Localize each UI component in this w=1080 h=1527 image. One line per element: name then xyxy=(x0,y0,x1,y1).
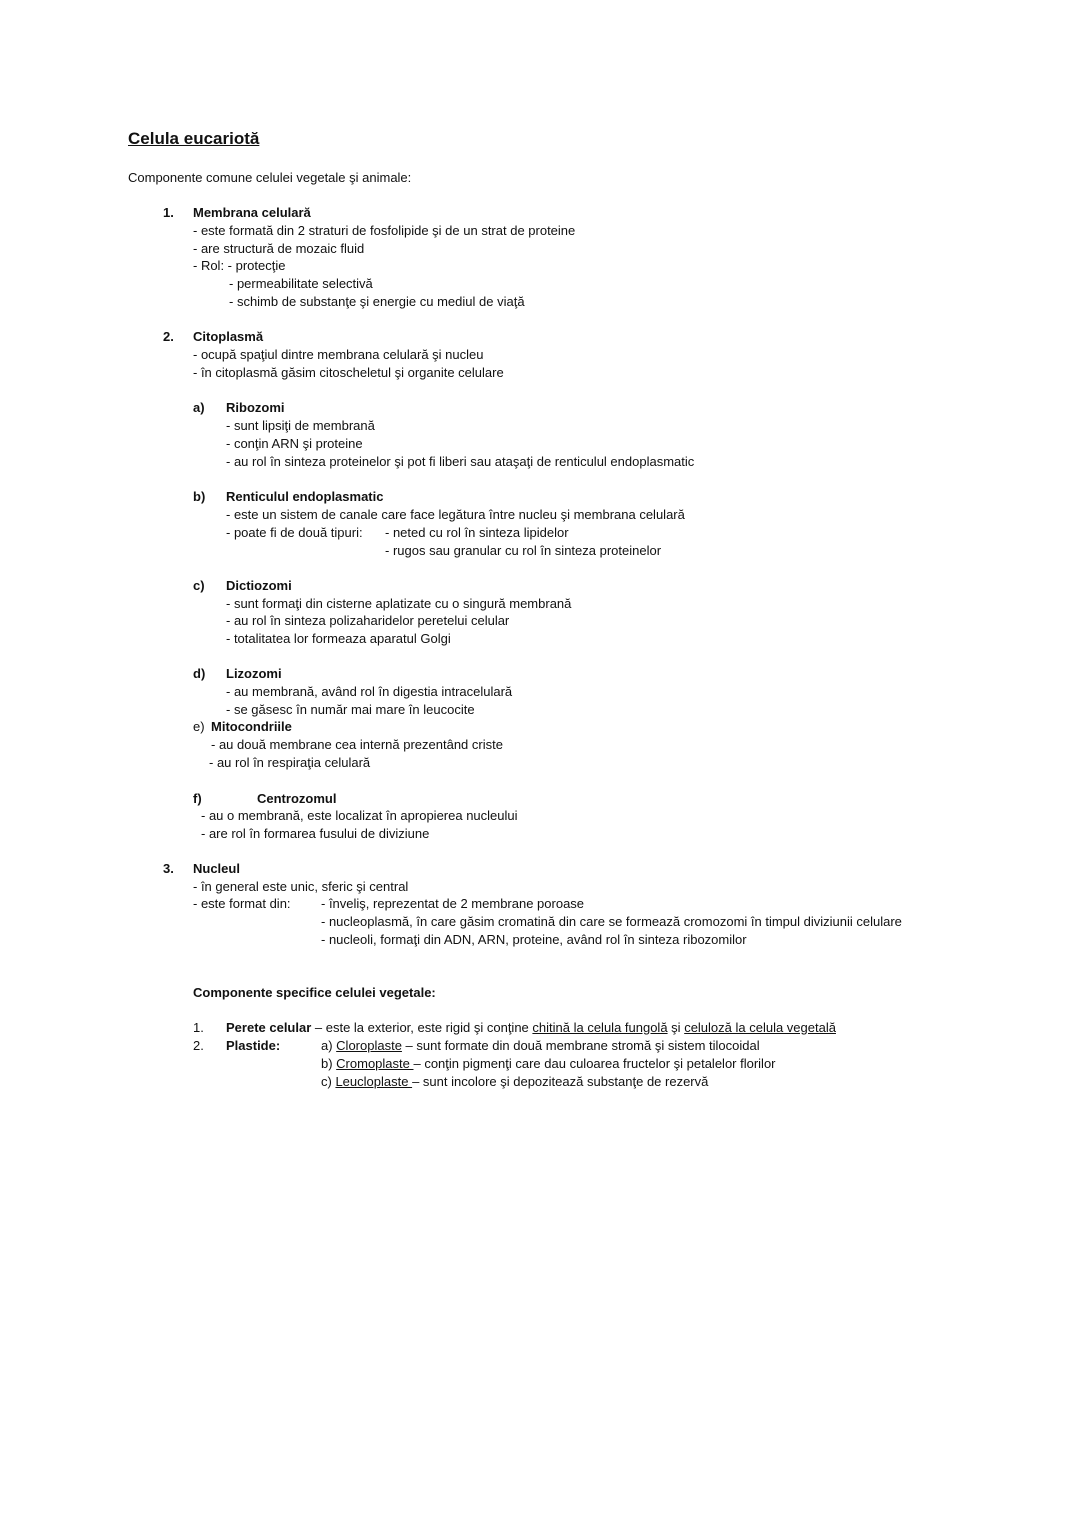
vegetal-item-1-heading: Perete celular xyxy=(226,1020,312,1035)
vegetal-item-1-underlined: celuloză la celula vegetală xyxy=(684,1020,836,1035)
section-2-heading: Citoplasmă xyxy=(193,329,264,344)
vegetal-item-1-text: – este la exterior, este rigid şi conţine xyxy=(311,1020,533,1035)
subsection-c-letter: c) xyxy=(193,578,205,593)
subsection-f-line: - are rol în formarea fusului de diviziune xyxy=(201,826,430,841)
subsection-f-line: - au o membrană, este localizat în apropierea nucleului xyxy=(201,808,518,823)
intro-text: Componente comune celulei vegetale şi animale: xyxy=(128,170,412,185)
subsection-c-line: - sunt formaţi din cisterne aplatizate cu o singură membrană xyxy=(226,596,572,611)
plastide-b-text: – conţin pigmenţi care dau culoarea fructelor şi petalelor florilor xyxy=(413,1056,776,1071)
section-3-line: - nucleoli, formaţi din ADN, ARN, proteine, având rol în sinteza ribozomilor xyxy=(321,932,747,947)
section-1-number: 1. xyxy=(163,205,174,220)
section-3-heading: Nucleul xyxy=(193,861,240,876)
subsection-a-line: - sunt lipsiţi de membrană xyxy=(226,418,375,433)
plastide-c-term: Leucloplaste xyxy=(335,1074,413,1089)
section-1-line: - este formată din 2 straturi de fosfolipide şi de un strat de proteine xyxy=(193,223,576,238)
vegetal-item-1 xyxy=(226,1019,836,1037)
page-title: Celula eucariotă xyxy=(128,129,260,148)
subsection-d-line: - au membrană, având rol în digestia intracelulară xyxy=(226,684,513,699)
section-1-line: - permeabilitate selectivă xyxy=(229,276,373,291)
subsection-e-heading: Mitocondriile xyxy=(211,719,292,734)
vegetal-item-1-underlined: chitină la celula fungolă xyxy=(532,1020,668,1035)
plastide-a-letter: a) xyxy=(321,1038,337,1053)
subsection-b-line: - poate fi de două tipuri: xyxy=(226,525,363,540)
subsection-c-line: - au rol în sinteza polizaharidelor peretelui celular xyxy=(226,613,510,628)
subsection-b-letter: b) xyxy=(193,489,206,504)
subsection-d-letter: d) xyxy=(193,666,206,681)
subsection-a-line: - au rol în sinteza proteinelor şi pot fi liberi sau ataşaţi de renticulul endoplasmatic xyxy=(226,454,695,469)
subsection-e-line: - au rol în respiraţia celulară xyxy=(209,755,371,770)
section-3-line: - este format din: xyxy=(193,896,291,911)
subsection-e-letter: e) xyxy=(193,719,205,734)
subsection-d-line: - se găsesc în număr mai mare în leucocite xyxy=(226,702,475,717)
vegetal-item-1-number: 1. xyxy=(193,1020,204,1035)
section-3-line: - înveliş, reprezentat de 2 membrane poroase xyxy=(321,896,585,911)
subsection-f-heading: Centrozomul xyxy=(257,791,337,806)
plastide-b-term: Cromoplaste xyxy=(336,1056,414,1071)
subsection-a-letter: a) xyxy=(193,400,205,415)
section-2-line: - ocupă spaţiul dintre membrana celulară şi nucleu xyxy=(193,347,484,362)
plastide-a-text: – sunt formate din două membrane stromă şi sistem tilocoidal xyxy=(401,1038,760,1053)
section-1-line: - schimb de substanţe şi energie cu mediul de viaţă xyxy=(229,294,525,309)
subsection-b-line: - este un sistem de canale care face legătura între nucleu şi membrana celulară xyxy=(226,507,685,522)
section-1-heading: Membrana celulară xyxy=(193,205,311,220)
section-3-number: 3. xyxy=(163,861,174,876)
section-3-line: - nucleoplasmă, în care găsim cromatină din care se formează cromozomi în timpul diviziunii celulare xyxy=(321,914,902,929)
section-2-line: - în citoplasmă găsim citoscheletul şi organite celulare xyxy=(193,365,504,380)
subsection-e-line: - au două membrane cea internă prezentând criste xyxy=(211,737,503,752)
subsection-b-heading: Renticulul endoplasmatic xyxy=(226,489,384,504)
plastide-c xyxy=(321,1073,708,1091)
subsection-c-line: - totalitatea lor formeaza aparatul Golgi xyxy=(226,631,451,646)
vegetal-item-2-number: 2. xyxy=(193,1038,204,1053)
subsection-a-heading: Ribozomi xyxy=(226,400,285,415)
section-1-line: - Rol: - protecţie xyxy=(193,258,286,273)
subsection-b-line: - rugos sau granular cu rol în sinteza proteinelor xyxy=(385,543,662,558)
plastide-a xyxy=(321,1037,760,1055)
plastide-c-text: – sunt incolore şi depozitează substanţe de rezervă xyxy=(412,1074,709,1089)
subsection-f-letter: f) xyxy=(193,791,202,806)
plastide-c-letter: c) xyxy=(321,1074,336,1089)
subsection-d-heading: Lizozomi xyxy=(226,666,282,681)
subsection-c-heading: Dictiozomi xyxy=(226,578,292,593)
plastide-b-letter: b) xyxy=(321,1056,337,1071)
subsection-b-line: - neted cu rol în sinteza lipidelor xyxy=(385,525,569,540)
vegetal-heading: Componente specifice celulei vegetale: xyxy=(193,985,436,1000)
section-2-number: 2. xyxy=(163,329,174,344)
vegetal-item-2-heading: Plastide: xyxy=(226,1038,281,1053)
section-3-line: - în general este unic, sferic şi central xyxy=(193,879,409,894)
plastide-b xyxy=(321,1055,776,1073)
plastide-a-term: Cloroplaste xyxy=(336,1038,402,1053)
section-1-line: - are structură de mozaic fluid xyxy=(193,241,365,256)
vegetal-item-1-text: şi xyxy=(667,1020,685,1035)
subsection-a-line: - conţin ARN şi proteine xyxy=(226,436,363,451)
